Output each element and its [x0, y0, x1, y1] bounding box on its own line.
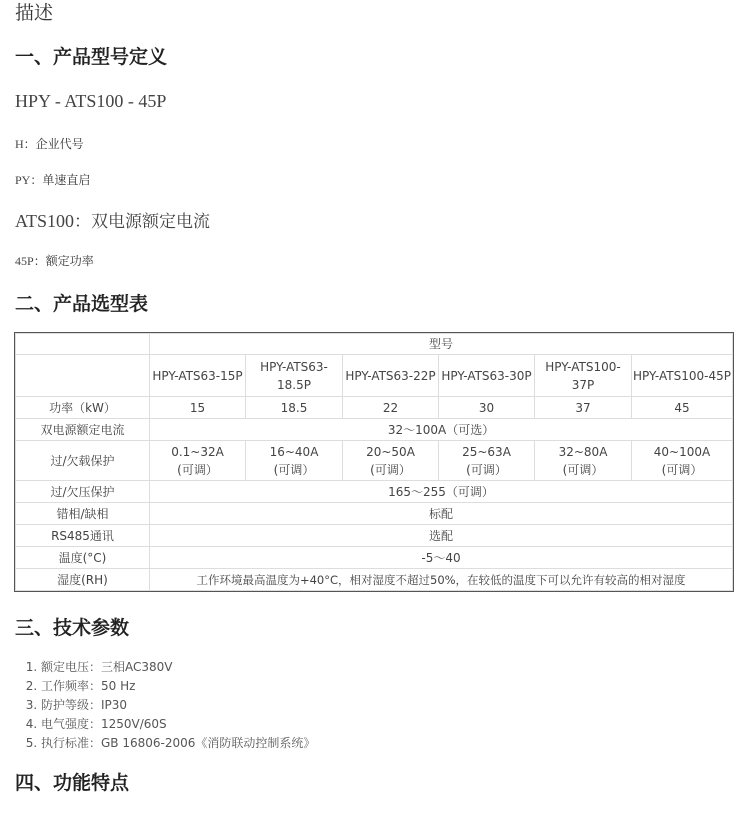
adjustable-note: (可调） — [661, 462, 703, 477]
power-cell: 22 — [343, 397, 439, 419]
py-code: PY — [15, 173, 31, 187]
ats-code: ATS100 — [15, 211, 75, 231]
selection-table-heading: 二、产品选型表 — [15, 293, 149, 315]
p-code: 45P — [15, 254, 34, 268]
row-label: 错相/缺相 — [16, 503, 150, 525]
tech-params-list — [15, 658, 315, 753]
phase-value: 标配 — [150, 503, 733, 525]
list-item: 1. 额定电压：三相AC380V — [41, 658, 315, 677]
model-code: HPY - ATS100 - 45P — [15, 91, 167, 111]
power-cell: 37 — [535, 397, 632, 419]
empty-cell — [16, 334, 150, 355]
adjustable-note: (可调） — [370, 462, 411, 477]
overvoltage-value: 165～255（可调） — [150, 481, 733, 503]
rs485-value: 选配 — [150, 525, 733, 547]
ats-text: ：双电源额定电流 — [74, 212, 211, 232]
list-item: 3. 防护等级：IP30 — [41, 696, 315, 715]
overcurrent-cell — [439, 441, 535, 481]
ats-definition — [15, 207, 210, 232]
h-code: H — [15, 137, 24, 151]
model-cell: HPY-ATS100-37P — [535, 355, 632, 397]
overcurrent-range: 16~40A — [269, 444, 319, 459]
overcurrent-cell — [535, 441, 632, 481]
row-label: 过/欠压保护 — [16, 481, 150, 503]
row-label: RS485通讯 — [16, 525, 150, 547]
py-text: ：单速直启 — [30, 173, 91, 187]
power-cell: 30 — [439, 397, 535, 419]
table-row — [16, 481, 733, 503]
power-definition — [15, 252, 94, 269]
temp-value: -5～40 — [150, 547, 733, 569]
list-item: 2. 工作频率：50 Hz — [41, 677, 315, 696]
list-item: 5. 执行标准：GB 16806-2006《消防联动控制系统》 — [41, 734, 315, 753]
table-row — [16, 441, 733, 481]
empty-cell — [16, 355, 150, 397]
row-label: 湿度(RH) — [16, 569, 150, 591]
model-cell: HPY-ATS63-15P — [150, 355, 246, 397]
overcurrent-range: 20~50A — [366, 444, 415, 459]
model-cell: HPY-ATS100-45P — [632, 355, 733, 397]
table-row — [16, 503, 733, 525]
overcurrent-cell — [246, 441, 343, 481]
adjustable-note: (可调） — [562, 462, 604, 477]
table-row — [16, 525, 733, 547]
adjustable-note: (可调） — [177, 462, 218, 477]
row-label: 功率（kW） — [16, 397, 150, 419]
rated-current-value: 32～100A（可选） — [150, 419, 733, 441]
model-cell: HPY-ATS63-18.5P — [246, 355, 343, 397]
adjustable-note: (可调） — [466, 462, 507, 477]
adjustable-note: (可调） — [273, 462, 315, 477]
model-cell: HPY-ATS63-22P — [343, 355, 439, 397]
overcurrent-range: 40~100A — [653, 444, 711, 459]
table-row — [16, 547, 733, 569]
tech-params-heading: 三、技术参数 — [15, 617, 130, 639]
model-header-cell: 型号 — [150, 334, 733, 355]
overcurrent-cell — [632, 441, 733, 481]
h-text: ：企业代号 — [23, 137, 84, 151]
power-cell: 15 — [150, 397, 246, 419]
py-definition — [15, 171, 90, 188]
power-cell: 18.5 — [246, 397, 343, 419]
power-cell: 45 — [632, 397, 733, 419]
model-cell: HPY-ATS63-30P — [439, 355, 535, 397]
features-heading: 四、功能特点 — [15, 772, 130, 794]
overcurrent-range: 32~80A — [558, 444, 608, 459]
table-row — [16, 397, 733, 419]
row-label: 双电源额定电流 — [16, 419, 150, 441]
overcurrent-cell — [343, 441, 439, 481]
overcurrent-cell — [150, 441, 246, 481]
list-item: 4. 电气强度：1250V/60S — [41, 715, 315, 734]
table-row — [16, 334, 733, 355]
table-row — [16, 419, 733, 441]
table-row — [16, 569, 733, 591]
row-label: 温度(°C) — [16, 547, 150, 569]
section-description-heading: 描述 — [15, 2, 54, 24]
table-row — [16, 355, 733, 397]
overcurrent-range: 25~63A — [462, 444, 511, 459]
overcurrent-range: 0.1~32A — [171, 444, 224, 459]
row-label: 过/欠载保护 — [16, 441, 150, 481]
selection-table — [15, 333, 733, 591]
model-definition-heading: 一、产品型号定义 — [15, 46, 168, 68]
p-text: ：额定功率 — [33, 254, 94, 268]
humidity-value: 工作环境最高温度为+40°C，相对湿度不超过50%，在较低的温度下可以允许有较高的相对湿度 — [150, 569, 733, 591]
h-definition — [15, 135, 84, 152]
